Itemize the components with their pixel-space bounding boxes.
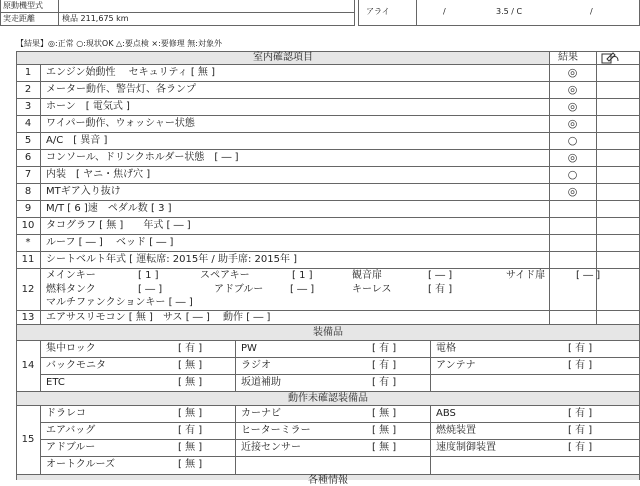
row-result: ◎ (567, 185, 578, 198)
slash-2: / (590, 7, 593, 16)
row-label: エンジン始動性 セキュリティ [ 無 ] (46, 67, 216, 78)
unverified-value: [ 無 ] (178, 442, 203, 453)
row-number: 9 (24, 203, 32, 214)
row-number: 2 (24, 84, 32, 95)
row-result: ◎ (567, 83, 578, 96)
row-number: * (25, 237, 31, 248)
equipment-value: [ 無 ] (178, 377, 203, 388)
equipment-name: ETC (46, 377, 65, 388)
rear-door-label: 観音扉 (352, 270, 382, 281)
slash-1: / (443, 7, 446, 16)
row-number: 5 (24, 135, 32, 146)
equipment-name: PW (241, 343, 257, 354)
unverified-value: [ 無 ] (372, 425, 397, 436)
equipment-value: [ 有 ] (372, 360, 397, 371)
top-info-table (0, 0, 355, 26)
row-label: A/C [ 異音 ] (46, 135, 108, 146)
row-number: 7 (24, 169, 32, 180)
row-result: ○ (567, 134, 578, 147)
multifunction-key: マルチファンクションキー [ ― ] (46, 297, 193, 308)
row-number: 15 (21, 434, 35, 445)
row-number: 1 (24, 67, 32, 78)
unverified-name: アドブルー (46, 442, 96, 453)
row-result: ○ (567, 168, 578, 181)
result-legend: 【結果】◎:正常 ○:現状OK △:要点検 ×:要修理 無:対象外 (16, 39, 223, 48)
unverified-name: ドラレコ (46, 408, 86, 419)
unverified-value: [ 無 ] (372, 442, 397, 453)
equipment-value: [ 有 ] (568, 360, 593, 371)
air-suspension-row: エアサスリモコン [ 無 ] サス [ ― ] 動作 [ ― ] (46, 312, 271, 323)
keyless-value: [ 有 ] (428, 284, 453, 295)
equipment-name: 集中ロック (46, 343, 96, 354)
row-number: 14 (21, 360, 35, 371)
row-result: ◎ (567, 100, 578, 113)
engine-type-label: 原動機型式 (3, 1, 43, 10)
tire-label: アライ (366, 7, 390, 16)
row-number: 6 (24, 152, 32, 163)
row-label: MTギア入り抜け (46, 186, 121, 197)
row-label: 内装 [ ヤニ・焦げ穴 ] (46, 169, 151, 180)
row-result: ◎ (567, 117, 578, 130)
row-number: 10 (21, 220, 35, 231)
unverified-title: 動作未確認装備品 (288, 393, 368, 404)
equipment-value: [ 有 ] (178, 343, 203, 354)
row-label: ワイパー動作、ウォッシャー状態 (46, 118, 195, 129)
equipment-value: [ 有 ] (372, 343, 397, 354)
result-header: 結果 (558, 52, 578, 63)
rear-door-value: [ ― ] (428, 270, 453, 281)
equipment-title: 装備品 (313, 327, 343, 338)
equipment-value: [ 有 ] (568, 343, 593, 354)
unverified-name: オートクルーズ (46, 459, 115, 470)
row-label: メーター動作、警告灯、各ランプ (46, 84, 196, 95)
adblue-label: アドブルー (214, 284, 264, 295)
unverified-name: 燃焼装置 (436, 425, 476, 436)
row-number: 3 (24, 101, 32, 112)
info-section-title: 各種情報 (308, 475, 348, 486)
equipment-name: 坂道補助 (241, 377, 281, 388)
equipment-name: バックモニタ (46, 360, 106, 371)
row-number: 11 (21, 254, 35, 265)
seatbelt-year-row: シートベルト年式 [ 運転席: 2015年 / 助手席: 2015年 ] (46, 254, 298, 265)
row-number: 4 (24, 118, 32, 129)
equipment-value: [ 有 ] (372, 377, 397, 388)
main-key-label: メインキー (46, 270, 96, 281)
unverified-name: ABS (436, 408, 456, 419)
equipment-name: アンテナ (436, 360, 476, 371)
row-number: 12 (21, 284, 35, 295)
side-door-value: [ ― ] (576, 270, 601, 281)
unverified-value: [ 有 ] (568, 442, 593, 453)
edit-icon (600, 52, 622, 64)
unverified-name: カーナビ (241, 408, 281, 419)
spare-key-label: スペアキー (200, 270, 250, 281)
mt-gear-row: M/T [ 6 ]速 ペダル数 [ 3 ] (46, 203, 172, 214)
row-label: コンソール、ドリンクホルダー状態 [ ― ] (46, 152, 239, 163)
spare-key-value: [ 1 ] (292, 270, 313, 281)
equipment-name: 電格 (436, 343, 456, 354)
mileage-value: 検品 211,675 km (62, 14, 129, 23)
tachograph-row: タコグラフ [ 無 ] 年式 [ ― ] (46, 220, 191, 231)
unverified-name: 近接センサー (241, 442, 301, 453)
unverified-value: [ 有 ] (568, 408, 593, 419)
keyless-label: キーレス (352, 284, 392, 295)
unverified-value: [ 無 ] (372, 408, 397, 419)
unverified-name: エアバッグ (46, 425, 96, 436)
unverified-value: [ 有 ] (568, 425, 593, 436)
row-label: ホーン [ 電気式 ] (46, 101, 130, 112)
tire-value: 3.5 / C (496, 7, 523, 16)
unverified-value: [ 無 ] (178, 408, 203, 419)
row-result: ◎ (567, 66, 578, 79)
fuel-tank-value: [ ― ] (138, 284, 163, 295)
unverified-value: [ 有 ] (178, 425, 203, 436)
main-key-value: [ 1 ] (138, 270, 159, 281)
roof-bed-row: ルーフ [ ― ] ベッド [ ― ] (46, 237, 174, 248)
side-door-label: サイド扉 (506, 270, 546, 281)
equipment-value: [ 無 ] (178, 360, 203, 371)
row-number: 8 (24, 186, 32, 197)
unverified-name: 速度制御装置 (436, 442, 496, 453)
adblue-value: [ ― ] (290, 284, 315, 295)
mileage-label: 実走距離 (3, 14, 35, 23)
row-result: ◎ (567, 151, 578, 164)
unverified-value: [ 無 ] (178, 459, 203, 470)
table-title: 室内確認項目 (253, 52, 313, 63)
row-number: 13 (21, 312, 35, 323)
unverified-name: ヒーターミラー (241, 425, 311, 436)
equipment-name: ラジオ (241, 360, 271, 371)
fuel-tank-label: 燃料タンク (46, 284, 96, 295)
